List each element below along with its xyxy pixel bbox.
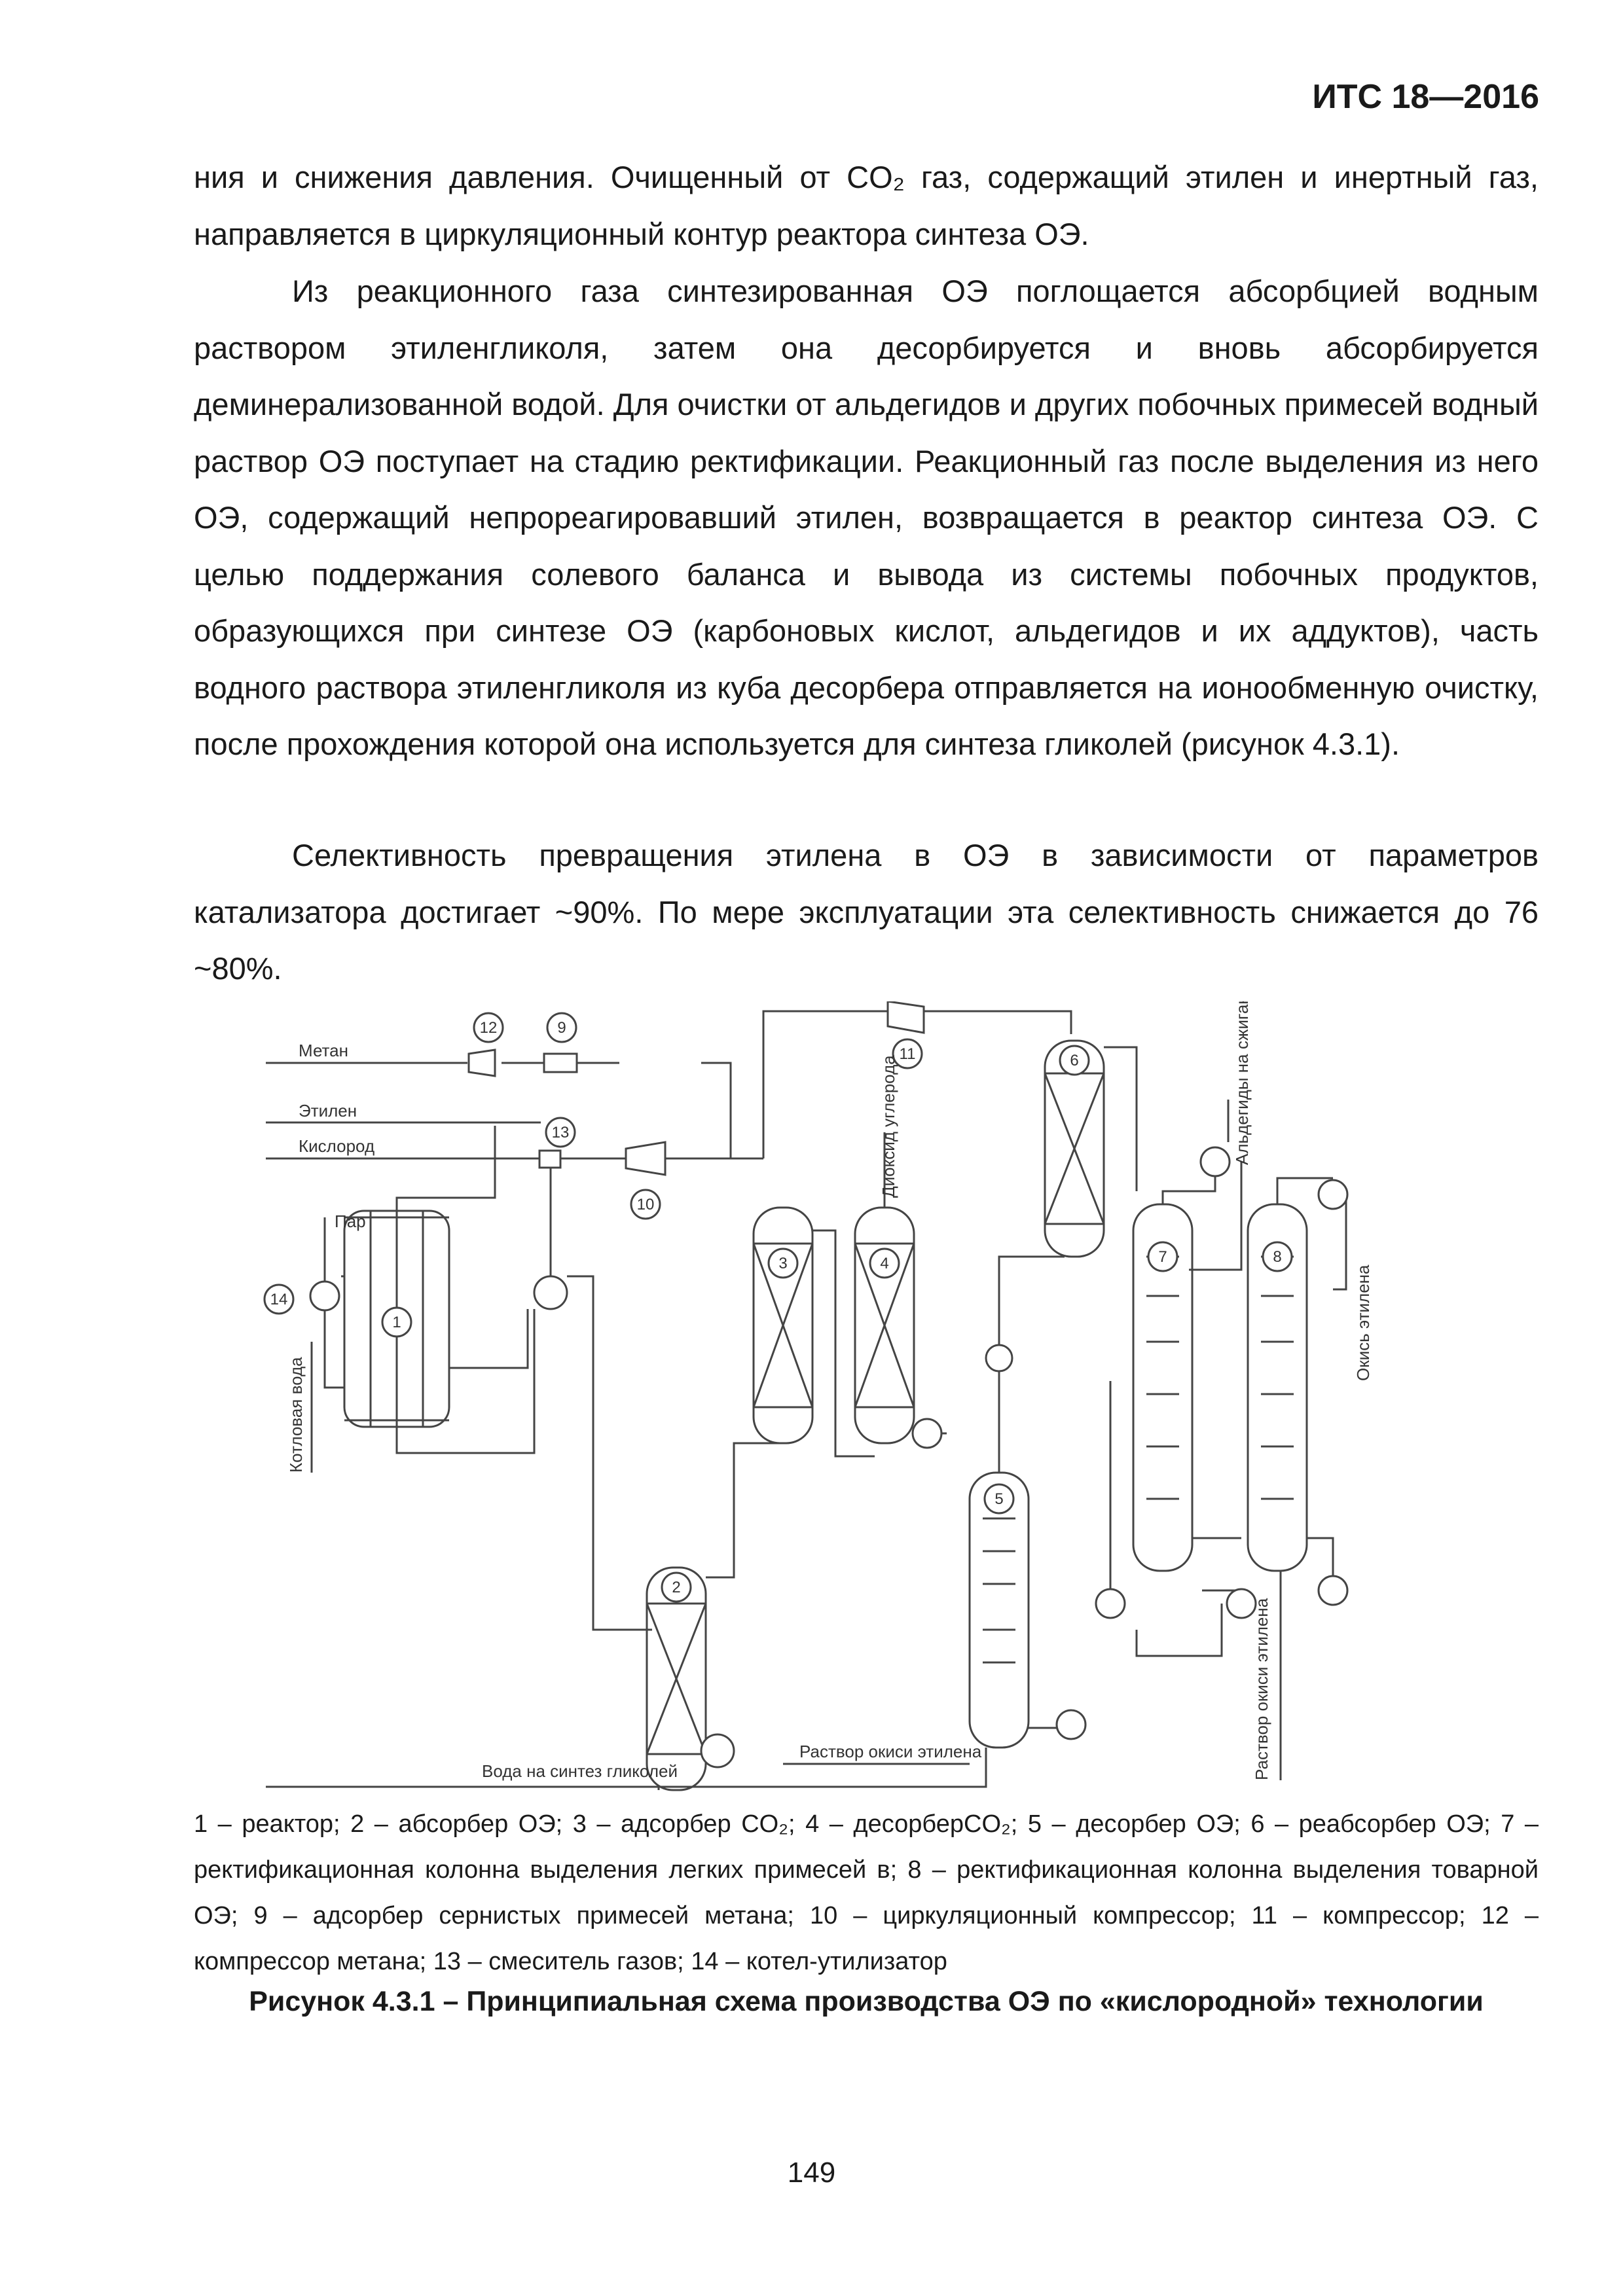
label-boiler-water: Котловая вода: [286, 1357, 306, 1473]
label-eo-product: Окись этилена: [1353, 1265, 1373, 1381]
figure-legend: [194, 1801, 1539, 1984]
eq-number-14: 14: [270, 1291, 288, 1308]
label-co2: Диоксид углерода: [879, 1055, 898, 1198]
label-oxygen: Кислород: [299, 1136, 375, 1156]
label-methane: Метан: [299, 1041, 348, 1060]
eq-number-3: 3: [778, 1255, 788, 1272]
paragraph-3: [194, 827, 1539, 997]
eq-number-1: 1: [392, 1314, 401, 1331]
label-water-to-glycol: Вода на синтез гликолей: [482, 1761, 678, 1781]
label-aldehydes: Альдегиды на сжигание: [1232, 1001, 1252, 1165]
figure-caption: Рисунок 4.3.1 – Принципиальная схема производства ОЭ по «кислородной» технологии: [249, 1986, 1484, 2017]
paragraph-1: [194, 149, 1539, 262]
paragraph-1-text: ния и снижения давления. Очищенный от CO₂ газ, содержащий этилен и инертный газ, направляется в циркуляционный контур реактора синтеза ОЭ.: [194, 160, 1539, 251]
label-steam: Пар: [335, 1211, 366, 1231]
document-code: ИТС 18—2016: [1312, 78, 1539, 116]
eq-number-9: 9: [557, 1019, 566, 1037]
eq-number-10: 10: [636, 1196, 655, 1213]
label-eo-solution-line: Раствор окиси этилена: [799, 1742, 982, 1761]
page-number: 149: [787, 2157, 836, 2189]
paragraph-2-text: Из реакционного газа синтезированная ОЭ поглощается абсорбцией водным раствором этиленгликоля, затем она десорбируется и вновь абсорбируется деминерализованной водой. Для очистки от альдегидов и других побочных примесей водный раствор ОЭ поступает на стадию ректификации. Реакционный газ после выделения из него ОЭ, содержащий непрореагировавший этилен, возвращается в реактор синтеза ОЭ. С целью поддержания солевого баланса и вывода из системы побочных продуктов, образующихся при синтезе ОЭ (карбоновых кислот, альдегидов и их аддуктов), часть водного раствора этиленгликоля из куба десорбера отправляется на ионообменную очистку, после прохождения которой она используется для синтеза гликолей (рисунок 4.3.1).: [194, 274, 1539, 761]
eq-number-12: 12: [479, 1019, 498, 1037]
eq-number-13: 13: [551, 1124, 570, 1141]
process-flow-diagram: [194, 1001, 1542, 1793]
eq-number-11: 11: [899, 1045, 916, 1063]
eq-number-5: 5: [994, 1490, 1004, 1508]
process-schematic: [194, 1001, 1542, 1793]
paragraph-3-text: Селективность превращения этилена в ОЭ в зависимости от параметров катализатора достигает ~90%. По мере эксплуатации эта селективность снижается до 76 ~80%.: [194, 838, 1539, 986]
paragraph-2: [194, 263, 1539, 773]
eq-number-4: 4: [880, 1255, 889, 1272]
eq-number-6: 6: [1070, 1052, 1079, 1069]
eq-number-2: 2: [672, 1579, 681, 1596]
eq-number-8: 8: [1273, 1248, 1282, 1266]
label-ethylene: Этилен: [299, 1101, 357, 1121]
label-eo-solution-bottom: Раствор окиси этилена: [1252, 1598, 1271, 1780]
legend-text: 1 – реактор; 2 – абсорбер ОЭ; 3 – адсорбер CO₂; 4 – десорберCO₂; 5 – десорбер ОЭ; 6 – реабсорбер ОЭ; 7 – ректификационная колонна выделения легких примесей в; 8 – ректификационная колонна выделения товарной ОЭ; 9 – адсорбер сернистых примесей метана; 10 – циркуляционный компрессор; 11 – компрессор; 12 – компрессор метана; 13 – смеситель газов; 14 – котел-утилизатор: [194, 1810, 1539, 1975]
eq-number-7: 7: [1158, 1248, 1167, 1266]
